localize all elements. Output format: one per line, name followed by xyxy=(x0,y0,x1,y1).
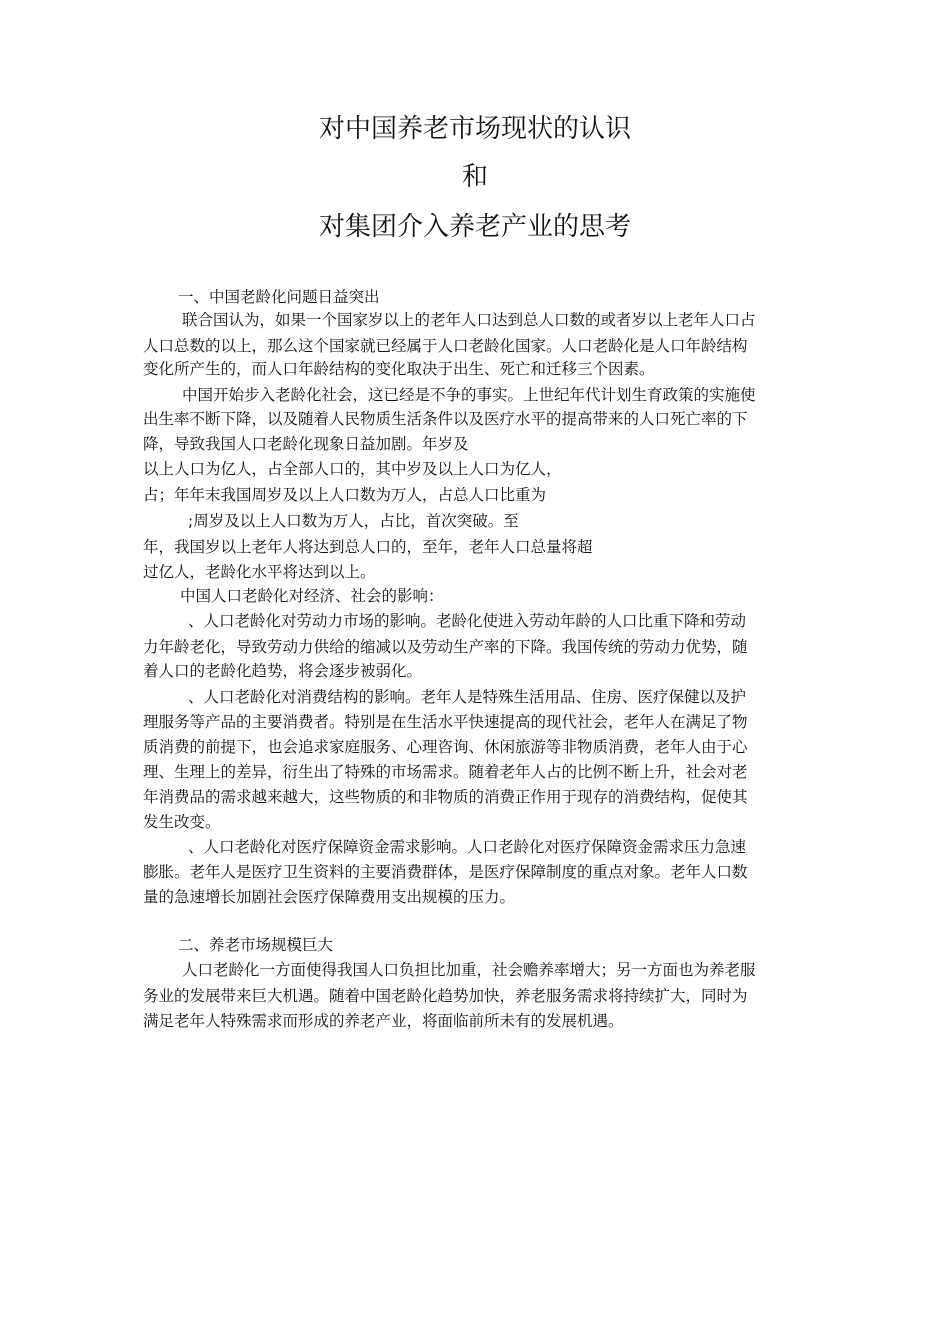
body-line: ;周岁及以上人口数为万人，占比，首次突破。至 xyxy=(188,512,519,530)
document-title-line-3: 对集团介入养老产业的思考 xyxy=(318,212,631,242)
body-line: 过亿人，老龄化水平将达到以上。 xyxy=(143,563,376,581)
section-heading-2: 二、养老市场规模巨大 xyxy=(178,936,334,954)
body-line: 变化所产生的，而人口年龄结构的变化取决于出生、死亡和迁移三个因素。 xyxy=(143,360,655,378)
body-line: 理、生理上的差异，衍生出了特殊的市场需求。随着老年人占的比例不断上升，社会对老 xyxy=(143,763,748,781)
section-heading-1: 一、中国老龄化问题日益突出 xyxy=(178,288,380,306)
body-line: 理服务等产品的主要消费者。特别是在生活水平快速提高的现代社会，老年人在满足了物 xyxy=(143,713,748,731)
body-line: 年，我国岁以上老年人将达到总人口的，至年，老年人口总量将超 xyxy=(143,538,593,556)
body-line: 中国开始步入老龄化社会，这已经是不争的事实。上世纪年代计划生育政策的实施使 xyxy=(182,386,756,404)
body-line: 出生率不断下降，以及随着人民物质生活条件以及医疗水平的提高带来的人口死亡率的下 xyxy=(143,410,748,428)
body-line: 、人口老龄化对劳动力市场的影响。老龄化使进入劳动年龄的人口比重下降和劳动 xyxy=(188,612,747,630)
body-line: 膨胀。老年人是医疗卫生资料的主要消费群体，是医疗保障制度的重点对象。老年人口数 xyxy=(143,863,748,881)
body-line: 满足老年人特殊需求而形成的养老产业，将面临前所未有的发展机遇。 xyxy=(143,1012,624,1030)
sub-heading: 中国人口老龄化对经济、社会的影响： xyxy=(180,587,444,605)
body-line: 、人口老龄化对消费结构的影响。老年人是特殊生活用品、住房、医疗保健以及护 xyxy=(188,688,747,706)
body-line: 、人口老龄化对医疗保障资金需求影响。人口老龄化对医疗保障资金需求压力急速 xyxy=(188,838,747,856)
body-line: 人口老龄化一方面使得我国人口负担比加重，社会赡养率增大；另一方面也为养老服 xyxy=(182,961,756,979)
body-line: 占；年年末我国周岁及以上人口数为万人，占总人口比重为 xyxy=(143,486,547,504)
body-line: 务业的发展带来巨大机遇。随着中国老龄化趋势加快，养老服务需求将持续扩大，同时为 xyxy=(143,987,748,1005)
body-line: 年消费品的需求越来越大，这些物质的和非物质的消费正作用于现存的消费结构，促使其 xyxy=(143,788,748,806)
body-line: 发生改变。 xyxy=(143,813,221,831)
document-title-line-1: 对中国养老市场现状的认识 xyxy=(318,114,631,144)
body-line: 联合国认为，如果一个国家岁以上的老年人口达到总人口数的或者岁以上老年人口占 xyxy=(182,311,756,329)
body-line: 降，导致我国人口老龄化现象日益加剧。年岁及 xyxy=(143,435,469,453)
body-line: 质消费的前提下，也会追求家庭服务、心理咨询、休闲旅游等非物质消费，老年人由于心 xyxy=(143,738,748,756)
document-title-line-2: 和 xyxy=(461,162,488,192)
body-line: 人口总数的以上，那么这个国家就已经属于人口老龄化国家。人口老龄化是人口年龄结构 xyxy=(143,337,748,355)
body-line: 量的急速增长加剧社会医疗保障费用支出规模的压力。 xyxy=(143,888,516,906)
body-line: 着人口的老龄化趋势，将会逐步被弱化。 xyxy=(143,662,423,680)
body-line: 以上人口为亿人，占全部人口的，其中岁及以上人口为亿人， xyxy=(143,460,562,478)
body-line: 力年龄老化，导致劳动力供给的缩减以及劳动生产率的下降。我国传统的劳动力优势，随 xyxy=(143,638,748,656)
